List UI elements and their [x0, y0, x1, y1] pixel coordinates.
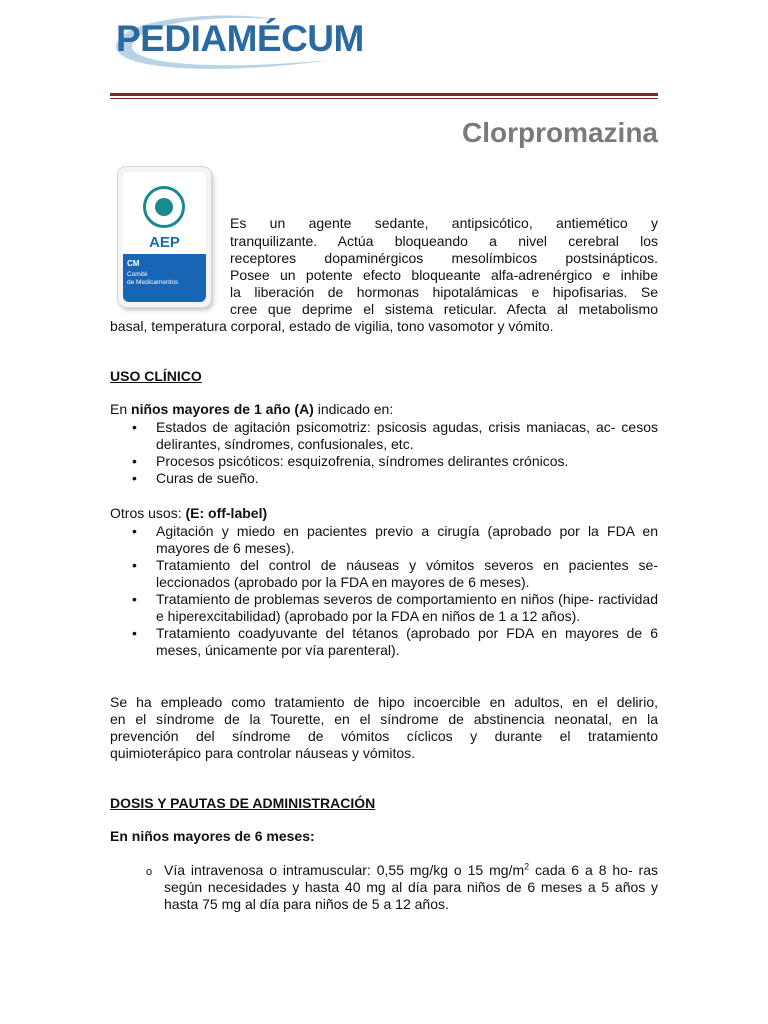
intro-last-line: basal, temperatura corporal, estado de vigilia, tono vasomotor y vómito.: [110, 318, 554, 334]
uso-lead: En niños mayores de 1 año (A) indicado en:: [110, 401, 394, 417]
paragraph-line: en el síndrome de la Tourette, en el síndrome de abstinencia neonatal, en la: [110, 711, 658, 727]
aep-emblem-icon: [143, 186, 185, 228]
off-label-tag: (E: off-label): [185, 505, 268, 521]
intro-line: Es un agente sedante, antipsicótico, antiemético y: [230, 215, 658, 231]
circle-bullet-icon: o: [146, 866, 153, 878]
intro-line: Posee un potente efecto bloqueante alfa-adrenérgico e inhibe: [230, 267, 658, 283]
intro-line: receptores dopaminérgicos mesolímbicos postsinápticos.: [230, 250, 658, 266]
dosis-subheading: En niños mayores de 6 meses:: [110, 828, 315, 844]
indications-list: [110, 419, 658, 487]
intro-line: la liberación de hormonas hipotalámicas e hipofisarias. Se: [230, 284, 658, 300]
list-item: • Procesos psicóticos: esquizofrenia, síndromes delirantes crónicos.: [110, 453, 658, 470]
aep-badge: [118, 167, 211, 307]
badge-line-1: CM: [127, 259, 140, 268]
intro-line: tranquilizante. Actúa bloqueando a nivel cerebral los: [230, 233, 658, 249]
paragraph-line: prevención del síndrome de vómitos cíclicos y durante el tratamiento: [110, 728, 658, 744]
list-item: • Curas de sueño.: [110, 470, 658, 487]
age-indication: niños mayores de 1 año (A): [131, 401, 314, 417]
logo-text: PEDIAMÉCUM: [116, 18, 364, 59]
badge-acronym: AEP: [149, 234, 180, 251]
list-item: • Tratamiento del control de náuseas y vómitos severos en pacientes se- leccionados (aprobado por la FDA en mayores de 6 meses).: [110, 557, 658, 591]
header-rule: [110, 93, 658, 96]
page-title: Clorpromazina: [461, 117, 658, 148]
document-page: PEDIAMÉCUM Clorpromazina AEP CM Comité de Medicamentos Es un agente sedante, antipsicótico, antiemético y tranquilizante. Actúa bloqueando a nivel cerebral los receptores dopaminérgicos mesolímbicos postsinápticos. Posee un potente efecto bloqueante alfa-adrenérgico e inhibe la liberación de hormonas hipotalámicas e hipofisarias. Se cree que deprime el sistema reticular. Afecta al metabolismo basal, temperatura corporal, estado de vigilia, tono vasomotor y vómito. USO CLÍNICO En niños mayores de 1 año (A) indicado en: • Estados de agitación psicomotriz: psicosis agudas, crisis maniacas, ac- cesos delirantes, síndromes, confusionales, etc. • Procesos psicóticos: esquizofrenia, síndromes delirantes crónicos. • Curas de sueño. Otros usos: (E: off-label) • Agitación y miedo en pacientes previo a cirugía (aprobado por la FDA en mayores de 6 meses). • Tratamiento del control de náuseas y vómitos severos en pacientes se- leccionados (aprobado por la FDA en mayores de 6 meses). • Tratamiento de problemas severos de comportamiento en niños (hipe- ractividad e hiperexcitabilidad) (aprobado por la FDA en niños de 1 a 12 años). • Tratamiento coadyuvante del tétanos (aprobado por FDA en mayores de 6 meses, únicamente por vía parenteral). Se ha empleado como tratamiento de hipo incoercible en adultos, en el delirio, en el síndrome de la Tourette, en el síndrome de abstinencia neonatal, en la prevención del síndrome de vómitos cíclicos y durante el tratamiento quimioterápico para controlar náuseas y vómitos. DOSIS Y PAUTAS DE ADMINISTRACIÓN En niños mayores de 6 meses: o Vía intravenosa o intramuscular: 0,55 mg/kg o 15 $mg/m^2$ cada 6 a 8 ho- ras según necesidades y hasta 40 mg al día para niños de 6 meses a 5 años y hasta 75 mg al día para niños de 5 a 12 años.: [110, 0, 658, 1024]
list-item: • Tratamiento de problemas severos de comportamiento en niños (hipe- ractividad e hiperexcitabilidad) (aprobado por la FDA en niños de 1 a 12 años).: [110, 591, 658, 625]
header-rule-thin: [110, 98, 658, 99]
section-heading-dosis: DOSIS Y PAUTAS DE ADMINISTRACIÓN: [110, 795, 376, 811]
intro-line: cree que deprime el sistema reticular. Afecta al metabolismo: [230, 301, 658, 317]
badge-line-3: de Medicamentos: [127, 279, 179, 286]
list-item: • Agitación y miedo en pacientes previo a cirugía (aprobado por la FDA en mayores de 6 meses).: [110, 523, 658, 557]
section-heading-uso-clinico: USO CLÍNICO: [110, 368, 202, 384]
badge-line-2: Comité: [127, 271, 148, 278]
paragraph-line: Se ha empleado como tratamiento de hipo incoercible en adultos, en el delirio,: [110, 694, 658, 710]
pediamecum-logo: [110, 10, 364, 74]
list-item: • Estados de agitación psicomotriz: psicosis agudas, crisis maniacas, ac- cesos delirantes, síndromes, confusionales, etc.: [110, 419, 658, 453]
paragraph-last-line: quimioterápico para controlar náuseas y vómitos.: [110, 745, 416, 761]
otros-usos-lead: Otros usos: (E: off-label): [110, 505, 268, 521]
otros-usos-list: [110, 523, 658, 659]
list-item: • Tratamiento coadyuvante del tétanos (aprobado por FDA en mayores de 6 meses, únicamente por vía parenteral).: [110, 625, 658, 659]
